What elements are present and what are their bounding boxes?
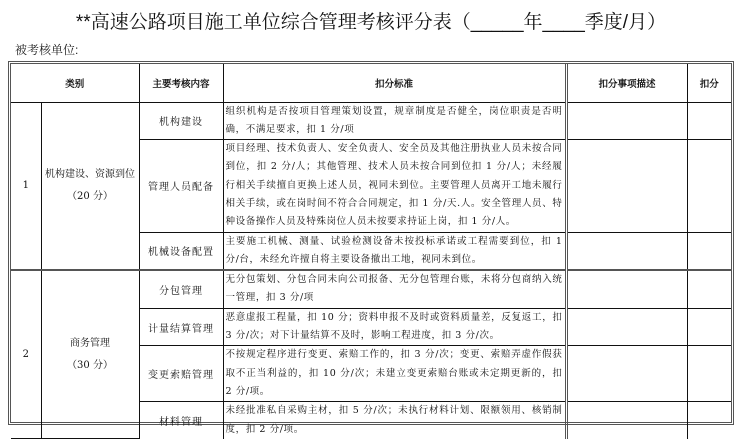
table-row bbox=[11, 270, 731, 308]
item-description-cell[interactable] bbox=[566, 308, 687, 346]
group-category-points: （30 分） bbox=[67, 359, 113, 371]
item-description-cell[interactable] bbox=[566, 232, 687, 270]
group-number: 2 bbox=[11, 270, 41, 439]
item-criteria: 主要施工机械、测量、试验检测设备未按投标承诺或工程需要到位，扣 1 分/台，未经允许擅自将主要设备撤出工地，视同未到位。 bbox=[223, 232, 566, 270]
group-category bbox=[41, 270, 139, 439]
item-score-cell[interactable] bbox=[687, 102, 731, 140]
item-description-cell[interactable] bbox=[566, 402, 687, 439]
group-category-points: （20 分） bbox=[67, 190, 113, 202]
group-number: 1 bbox=[11, 102, 41, 270]
item-criteria: 项目经理、技术负责人、安全负责人、安全员及其他注册执业人员未按合同到位，扣 2 分/人；其他管理、技术人员未按合同到位扣 1 分/人；未经履行相关手续擅自更换上述人员，视同未到位。主要管理人员离开工地未履行相关手续，或在岗时间不符合合同规定，扣 1 分/天.人。安全管理人员、特种设备操作人员及特殊岗位人员未按要求持证上岗，扣 1 分/人。 bbox=[223, 140, 566, 232]
item-criteria: 不按规定程序进行变更、索赔工作的，扣 3 分/次；变更、索赔弄虚作假获取不正当利益的，扣 10 分/次；未建立变更索赔台账或未定期更新的，扣 2 分/项。 bbox=[223, 346, 566, 402]
item-name: 材料管理 bbox=[139, 402, 223, 439]
item-criteria: 未经批准私自采购主材，扣 5 分/次；未执行材料计划、限额领用、核销制度，扣 2 分/项。 bbox=[223, 402, 566, 439]
page-title: **高速公路项目施工单位综合管理考核评分表（_____年____季度/月） bbox=[75, 12, 667, 33]
header-category: 类别 bbox=[11, 64, 139, 102]
item-description-cell[interactable] bbox=[566, 102, 687, 140]
header-main-content: 主要考核内容 bbox=[139, 64, 223, 102]
item-score-cell[interactable] bbox=[687, 232, 731, 270]
item-criteria: 恶意虚报工程量，扣 10 分；资料申报不及时或资料质量差，反复返工，扣 3 分/次；对下计量结算不及时，影响工程进度，扣 3 分/次。 bbox=[223, 308, 566, 346]
item-score-cell[interactable] bbox=[687, 346, 731, 402]
item-name: 变更索赔管理 bbox=[139, 346, 223, 402]
header-description: 扣分事项描述 bbox=[566, 64, 687, 102]
assessed-unit-label: 被考核单位: bbox=[15, 43, 79, 57]
item-name: 计量结算管理 bbox=[139, 308, 223, 346]
item-description-cell[interactable] bbox=[566, 346, 687, 402]
group-category-name: 机构建设、资源到位 bbox=[45, 168, 135, 180]
table-row bbox=[11, 102, 731, 140]
group-category-name: 商务管理 bbox=[70, 337, 110, 349]
item-score-cell[interactable] bbox=[687, 308, 731, 346]
table-header-row bbox=[11, 64, 731, 102]
item-score-cell[interactable] bbox=[687, 270, 731, 308]
item-score-cell[interactable] bbox=[687, 402, 731, 439]
header-criteria: 扣分标准 bbox=[223, 64, 566, 102]
item-name: 分包管理 bbox=[139, 270, 223, 308]
header-score: 扣分 bbox=[687, 64, 731, 102]
group-category bbox=[41, 102, 139, 270]
item-score-cell[interactable] bbox=[687, 140, 731, 232]
item-description-cell[interactable] bbox=[566, 140, 687, 232]
item-criteria: 无分包策划、分包合同未向公司报备、无分包管理台账，未将分包商纳入统一管理，扣 3 分/项 bbox=[223, 270, 566, 308]
item-name: 机构建设 bbox=[139, 102, 223, 140]
item-name: 管理人员配备 bbox=[139, 140, 223, 232]
item-description-cell[interactable] bbox=[566, 270, 687, 308]
item-name: 机械设备配置 bbox=[139, 232, 223, 270]
scoring-table bbox=[8, 61, 734, 435]
item-criteria: 组织机构是否按项目管理策划设置，规章制度是否健全，岗位职责是否明确，不满足要求，扣 1 分/项 bbox=[223, 102, 566, 140]
